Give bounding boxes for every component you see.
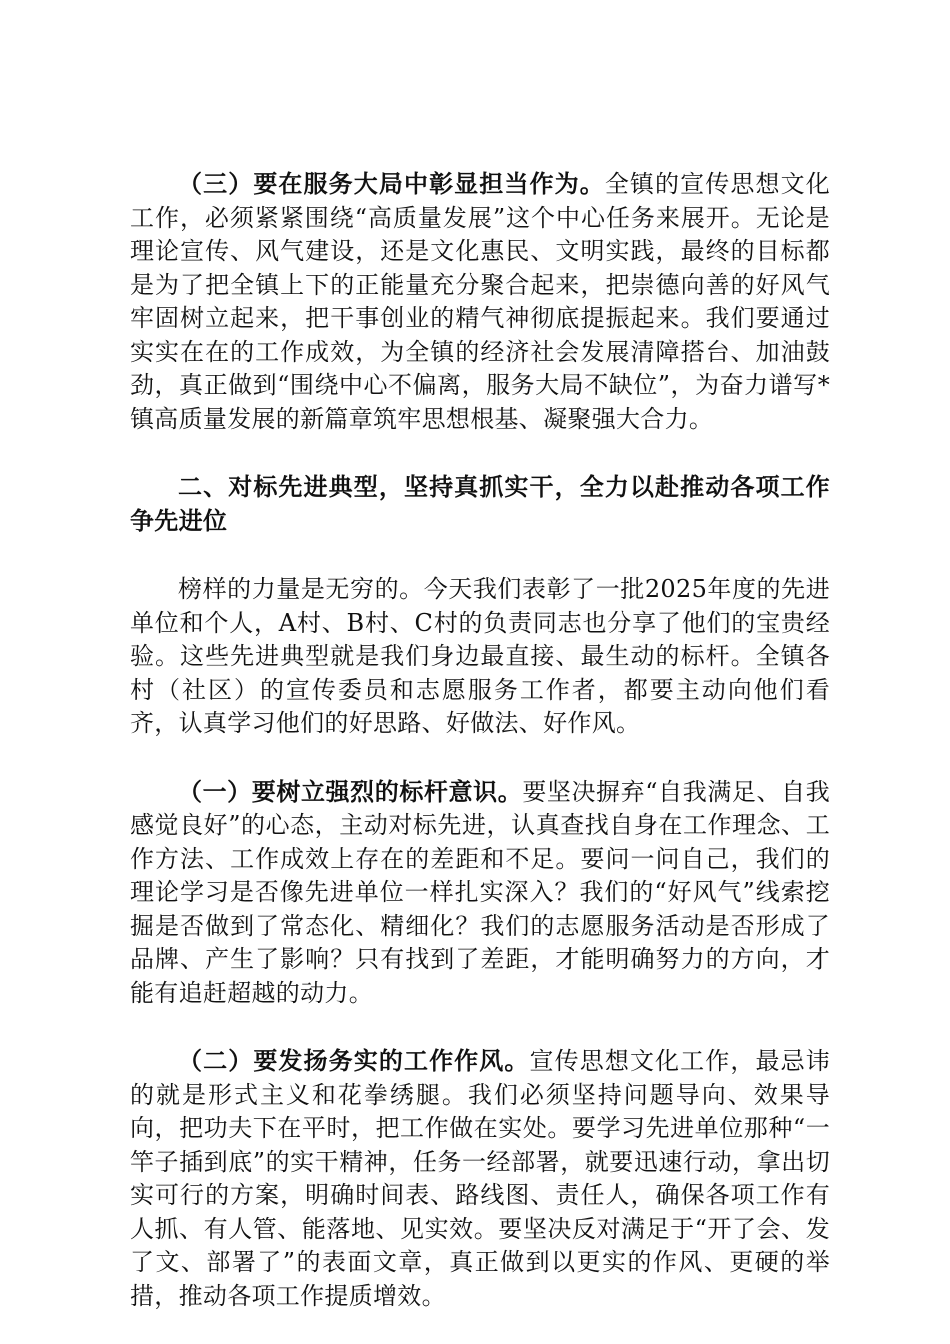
intro-paragraph: 榜样的力量是无穷的。今天我们表彰了一批2025年度的先进单位和个人，A村、B村、C村的负责同志也分享了他们的宝贵经验。这些先进典型就是我们身边最直接、最生动的标杆。全镇各村（社区）的宣传委员和志愿服务工作者，都要主动向他们看齐，认真学习他们的好思路、好做法、好作风。 [130,575,830,737]
paragraph-lead: （三）要在服务大局中彰显担当作为。 [178,170,605,198]
paragraph-lead: （二）要发扬务实的工作作风。 [178,1047,530,1075]
document-body [130,168,830,1313]
paragraph-benchmark [130,776,830,1011]
section-heading: 二、对标先进典型，坚持真抓实干，全力以赴推动各项工作争先进位 [130,473,830,535]
paragraph-serve-overall [130,168,830,436]
paragraph-text: 宣传思想文化工作，最忌讳的就是形式主义和花拳绣腿。我们必须坚持问题导向、效果导向，把功夫下在平时，把工作做在实处。要学习先进单位那种“一竿子插到底”的实干精神，任务一经部署，就要迅速行动，拿出切实可行的方案，明确时间表、路线图、责任人，确保各项工作有人抓、有人管、能落地、见实效。要坚决反对满足于“开了会、发了文、部署了”的表面文章，真正做到以更实的作风、更硬的举措，推动各项工作提质增效。 [130,1047,830,1310]
paragraph-lead: （一）要树立强烈的标杆意识。 [178,777,523,806]
paragraph-work-style [130,1045,830,1313]
paragraph-text: 要坚决摒弃“自我满足、自我感觉良好”的心态，主动对标先进，认真查找自身在工作理念、工作方法、工作成效上存在的差距和不足。要问一问自己，我们的理论学习是否像先进单位一样扎实深入？我们的“好风气”线索挖掘是否做到了常态化、精细化？我们的志愿服务活动是否形成了品牌、产生了影响？只有找到了差距，才能明确努力的方向，才能有追赶超越的动力。 [130,777,831,1007]
paragraph-text: 全镇的宣传思想文化工作，必须紧紧围绕“高质量发展”这个中心任务来展开。无论是理论宣传、风气建设，还是文化惠民、文明实践，最终的目标都是为了把全镇上下的正能量充分聚合起来，把崇德向善的好风气牢固树立起来，把干事创业的精气神彻底提振起来。我们要通过实实在在的工作成效，为全镇的经济社会发展清障搭台、加油鼓劲，真正做到“围绕中心不偏离，服务大局不缺位”，为奋力谱写*镇高质量发展的新篇章筑牢思想根基、凝聚强大合力。 [130,170,830,433]
